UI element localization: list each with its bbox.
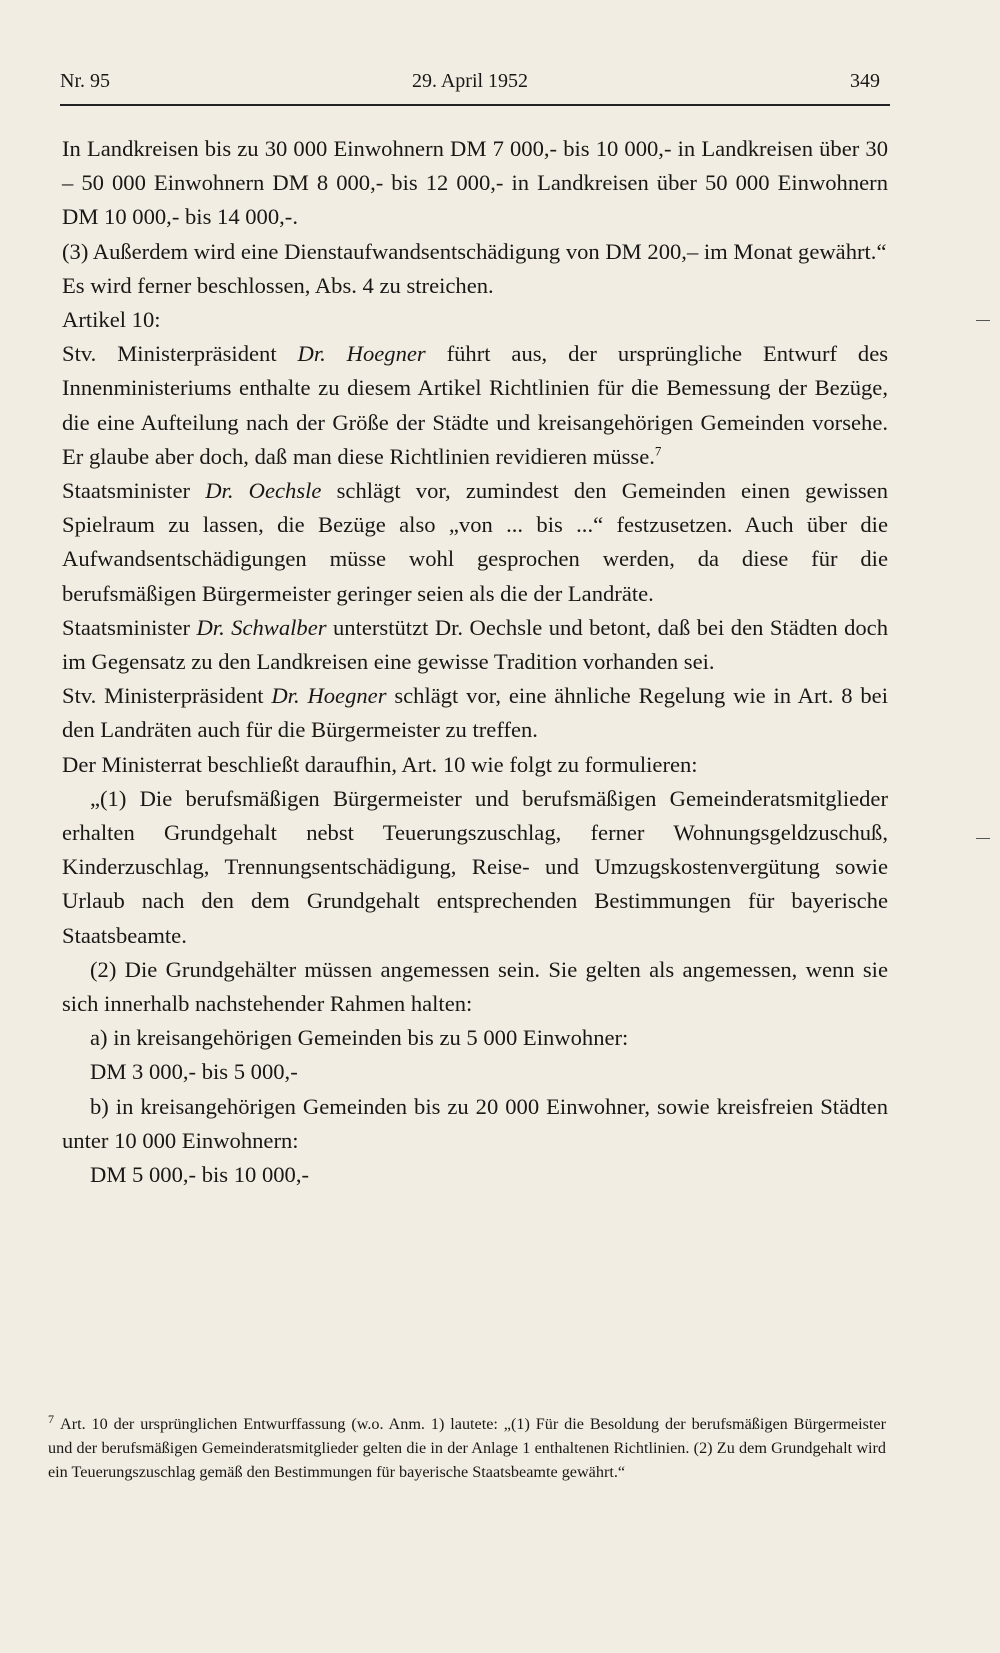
- amount-range: DM 3 000,- bis 5 000,-: [90, 1059, 298, 1085]
- margin-mark: [976, 320, 990, 321]
- paragraph: [62, 337, 888, 474]
- paragraph: [62, 611, 888, 679]
- paragraph: [62, 474, 888, 611]
- list-item: b) in kreisangehörigen Gemeinden bis zu 20 000 Einwohner, sowie kreisfreien Städten unter 10 000 Einwohnern:: [62, 1093, 888, 1153]
- footnote-mark: 7: [48, 1411, 54, 1426]
- speaker-name: Dr. Hoegner: [271, 683, 387, 709]
- text-run: Staatsminister: [62, 614, 197, 640]
- footnote-text: Art. 10 der ursprünglichen Entwurffassung (w.o. Anm. 1) lautete: „(1) Für die Besoldung der berufsmäßigen Bürgermeister und der berufsmäßigen Gemeinderatsmitglieder gelten die in der Anlage 1 enthaltenen Richtlinien. (2) Zu dem Grundgehalt wird ein Teuerungszuschlag gemäß den Bestimmungen für bayerische Staatsbeamte gewährt.“: [48, 1415, 886, 1481]
- text-run: schlägt vor, eine ähnliche Regelung wie in Art. 8 bei den Landräten auch für die Bürgermeister zu treffen.: [62, 683, 888, 743]
- paragraph: „(1) Die berufsmäßigen Bürgermeister und berufsmäßigen Gemeinderatsmitglieder erhalten Grundgehalt nebst Teuerungszuschlag, ferner Wohnungsgeldzuschuß, Kinderzuschlag, Trennungsentschädigung, Reise- und Umzugskostenvergütung sowie Urlaub nach den dem Grundgehalt entsprechenden Bestimmungen für bayerische Staatsbeamte.: [62, 785, 888, 948]
- paragraph: Der Ministerrat beschließt daraufhin, Art. 10 wie folgt zu formulieren:: [62, 751, 698, 777]
- paragraph: In Landkreisen bis zu 30 000 Einwohnern DM 7 000,- bis 10 000,- in Landkreisen über 30 – 50 000 Einwohnern DM 8 000,- bis 12 000,- in Landkreisen über 50 000 Einwohnern DM 10 000,- bis 14 000,-.: [62, 136, 888, 230]
- page-header: [60, 70, 880, 100]
- text-run: Stv. Ministerpräsident: [62, 341, 298, 367]
- header-rule: [60, 104, 890, 106]
- footnote: [48, 1412, 886, 1484]
- paragraph: [62, 679, 888, 747]
- text-run: Staatsminister: [62, 478, 206, 504]
- footnote-reference[interactable]: 7: [654, 443, 662, 459]
- text-run: führt aus, der ursprüngliche Entwurf des Innenministeriums enthalte zu diesem Artikel Richtlinien für die Bemessung der Bezüge, die eine Aufteilung nach der Größe der Städte und kreisangehörigen Gemeinden vorsehe. Er glaube aber doch, daß man diese Richtlinien revidieren müsse.: [62, 341, 889, 469]
- page-number: 349: [850, 70, 880, 92]
- speaker-name: Dr. Schwalber: [196, 614, 327, 640]
- amount-range: DM 5 000,- bis 10 000,-: [90, 1162, 310, 1188]
- page-date: 29. April 1952: [411, 70, 529, 92]
- list-item: a) in kreisangehörigen Gemeinden bis zu 5 000 Einwohner:: [90, 1025, 629, 1051]
- article-heading: Artikel 10:: [62, 307, 161, 333]
- text-run: unterstützt Dr. Oechsle und betont, daß bei den Städten doch im Gegensatz zu den Landkreisen eine gewisse Tradition vorhanden sei.: [62, 614, 888, 675]
- paragraph: Es wird ferner beschlossen, Abs. 4 zu streichen.: [62, 272, 494, 298]
- margin-mark: [976, 838, 990, 839]
- text-run: Stv. Ministerpräsident: [62, 683, 272, 709]
- paragraph: (3) Außerdem wird eine Dienstaufwandsentschädigung von DM 200,– im Monat gewährt.“: [62, 238, 887, 264]
- issue-number: Nr. 95: [60, 70, 110, 92]
- body-text: [62, 132, 888, 1192]
- paragraph: (2) Die Grundgehälter müssen angemessen sein. Sie gelten als angemessen, wenn sie sich innerhalb nachstehender Rahmen halten:: [62, 956, 888, 1017]
- text-run: schlägt vor, zumindest den Gemeinden einen gewissen Spielraum zu lassen, die Bezüge also „von ... bis ...“ festzusetzen. Auch über die Aufwandsentschädigungen müsse wohl gesprochen werden, da diese für die berufsmäßigen Bürgermeister geringer seien als die der Landräte.: [62, 478, 889, 606]
- speaker-name: Dr. Oechsle: [205, 478, 322, 504]
- speaker-name: Dr. Hoegner: [297, 341, 426, 367]
